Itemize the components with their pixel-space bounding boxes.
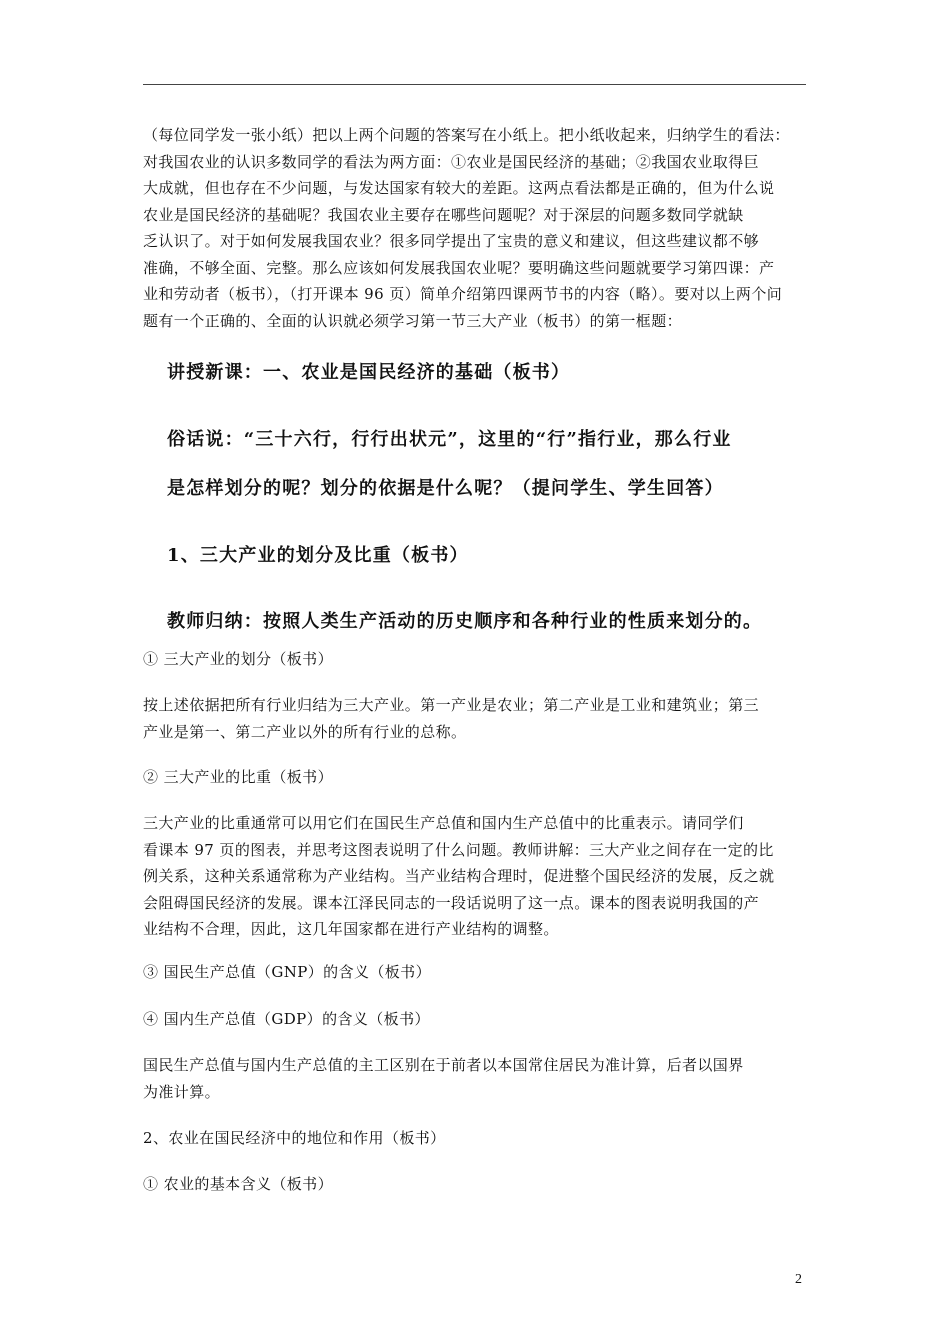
ratio-line: 看课本 97 页的图表，并思考这图表说明了什么问题。教师讲解：三大产业之间存在一定的比 xyxy=(143,840,774,859)
proverb-line-1: 俗话说：“三十六行，行行出状元”，这里的“行”指行业，那么行业 xyxy=(167,429,732,450)
intro-line: 农业是国民经济的基础呢？我国农业主要存在哪些问题呢？对于深层的问题多数同学就缺 xyxy=(143,205,744,224)
ratio-paragraph xyxy=(143,810,811,943)
ratio-line: 业结构不合理，因此，这几年国家都在进行产业结构的调整。 xyxy=(143,920,559,938)
ratio-line: 例关系，这种关系通常称为产业结构。当产业结构合理时，促进整个国民经济的发展，反之就 xyxy=(143,867,775,885)
section-1-heading: 1、三大产业的划分及比重（板书） xyxy=(167,545,469,566)
gnp-gdp-line: 为准计算。 xyxy=(143,1082,221,1101)
intro-line: 业和劳动者（板书），（打开课本 96 页）简单介绍第四课两节书的内容（略）。要对以上两个问 xyxy=(143,285,783,303)
item-agriculture-meaning: ① 农业的基本含义（板书） xyxy=(143,1175,333,1193)
intro-line: 乏认识了。对于如何发展我国农业？很多同学提出了宝贵的意义和建议，但这些建议都不够 xyxy=(143,232,760,250)
intro-paragraph xyxy=(143,122,811,334)
division-paragraph xyxy=(143,692,811,745)
proverb-line-2: 是怎样划分的呢？划分的依据是什么呢？（提问学生、学生回答） xyxy=(167,478,724,499)
intro-line: 准确，不够全面、完整。那么应该如何发展我国农业呢？要明确这些问题就要学习第四课：产 xyxy=(143,258,775,277)
item-gdp-heading: ④ 国内生产总值（GDP）的含义（板书） xyxy=(143,1010,430,1028)
header-rule xyxy=(143,84,806,85)
intro-line: 大成就，但也存在不少问题，与发达国家有较大的差距。这两点看法都是正确的，但为什么说 xyxy=(143,179,775,197)
intro-line: （每位同学发一张小纸）把以上两个问题的答案写在小纸上。把小纸收起来，归纳学生的看法： xyxy=(143,126,790,144)
division-line: 按上述依据把所有行业归结为三大产业。第一产业是农业；第二产业是工业和建筑业；第三 xyxy=(143,696,760,714)
page-number: 2 xyxy=(795,1272,802,1287)
item-division-heading: ① 三大产业的划分（板书） xyxy=(143,650,333,668)
ratio-line: 三大产业的比重通常可以用它们在国民生产总值和国内生产总值中的比重表示。请同学们 xyxy=(143,814,744,832)
ratio-line: 会阻碍国民经济的发展。课本江泽民同志的一段话说明了这一点。课本的图表说明我国的产 xyxy=(143,893,760,912)
item-ratio-heading: ② 三大产业的比重（板书） xyxy=(143,768,333,786)
gnp-gdp-line: 国民生产总值与国内生产总值的主工区别在于前者以本国常住居民为准计算，后者以国界 xyxy=(143,1056,744,1074)
intro-line: 题有一个正确的、全面的认识就必须学习第一节三大产业（板书）的第一框题： xyxy=(143,311,683,330)
intro-line: 对我国农业的认识多数同学的看法为两方面：①农业是国民经济的基础；②我国农业取得巨 xyxy=(143,152,760,171)
section-2-heading: 2、农业在国民经济中的地位和作用（板书） xyxy=(143,1129,446,1147)
new-lesson-heading: 讲授新课：一、农业是国民经济的基础（板书） xyxy=(167,362,571,383)
teacher-summary: 教师归纳：按照人类生产活动的历史顺序和各种行业的性质来划分的。 xyxy=(167,611,763,632)
division-line: 产业是第一、第二产业以外的所有行业的总称。 xyxy=(143,722,467,741)
item-gnp-heading: ③ 国民生产总值（GNP）的含义（板书） xyxy=(143,963,431,981)
gnp-gdp-paragraph xyxy=(143,1052,811,1105)
